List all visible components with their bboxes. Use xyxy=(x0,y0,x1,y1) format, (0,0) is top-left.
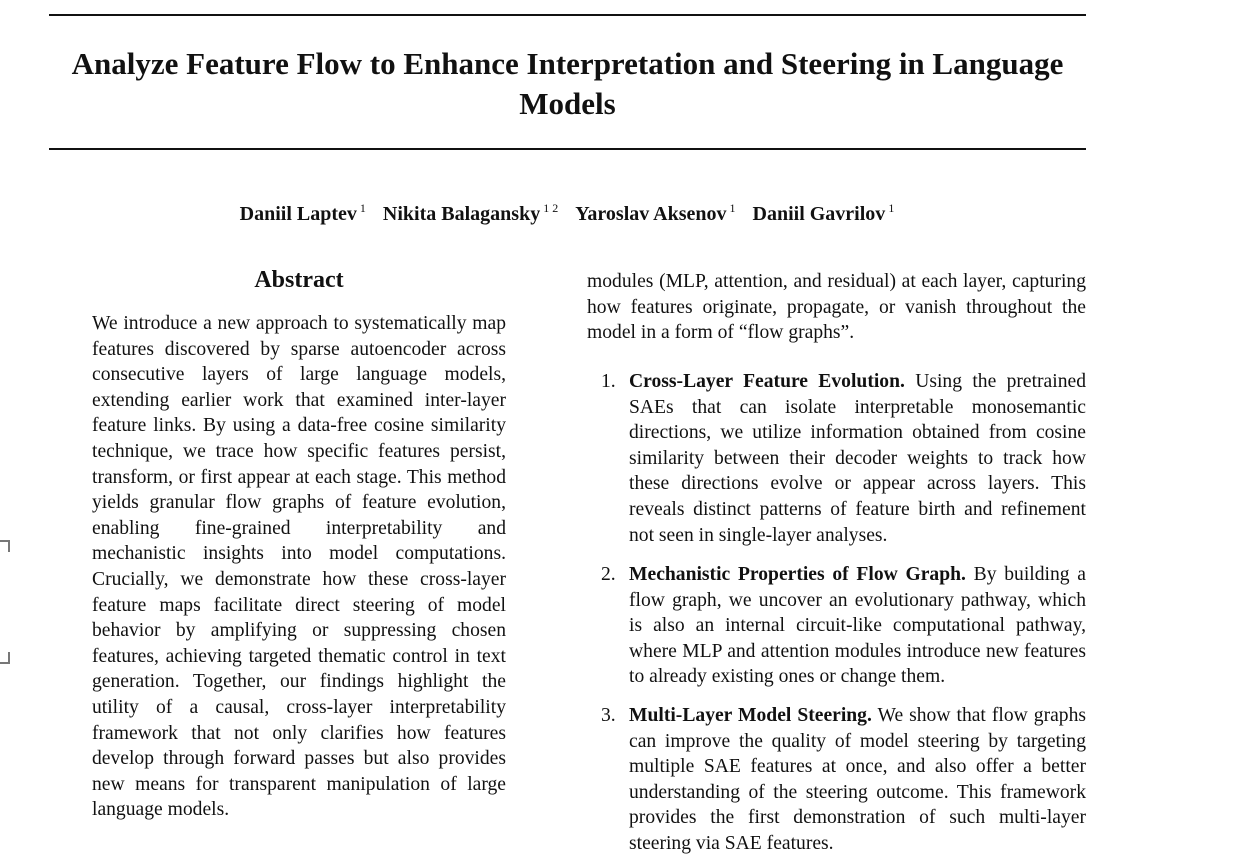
author-affiliation: 1 xyxy=(888,201,895,215)
abstract-text: We introduce a new approach to systematically map features discovered by sparse autoencoder across consecutive layers of large language models, extending earlier work that examined inter-layer feature links. By using a data-free cosine similarity technique, we trace how specific features persist, transform, or first appear at each stage. This method yields granular flow graphs of feature evolution, enabling fine-grained interpretability and mechanistic insights into model computations. Crucially, we demonstrate how these cross-layer feature maps facilitate direct steering of model behavior by amplifying or suppressing chosen features, achieving targeted thematic control in text generation. Together, our findings highlight the utility of a causal, cross-layer interpretability framework that not only clarifies how features develop through forward passes but also provides new means for transparent manipulation of large language models. xyxy=(92,313,506,821)
author-list xyxy=(0,195,1134,227)
intro-paragraph: modules (MLP, attention, and residual) at each layer, capturing how features originate, propagate, or vanish throughout the model in a form of “flow graphs”. xyxy=(587,271,1086,344)
top-rule xyxy=(49,14,1086,16)
contribution-title: Mechanistic Properties of Flow Graph. xyxy=(629,564,966,585)
contribution-text: We show that flow graphs can improve the quality of model steering by targeting multiple SAE features at once, and also offer a better understanding of the steering outcome. This framework provides the first demonstration of such multi-layer steering via SAE features. xyxy=(629,705,1087,854)
author-affiliation: 1 xyxy=(359,201,366,215)
author-affiliation: 1 xyxy=(729,201,736,215)
margin-bracket-mark xyxy=(0,652,10,664)
contribution-text: By building a flow graph, we uncover an evolutionary pathway, which is also an internal circuit-like computational pathway, where MLP and attention modules introduce new features to already existing ones or change them. xyxy=(629,564,1086,688)
abstract-heading: Abstract xyxy=(254,267,344,293)
author-affiliation: 1 2 xyxy=(543,201,559,215)
contribution-title: Multi-Layer Model Steering. xyxy=(629,705,872,726)
contribution-number: 3. xyxy=(601,705,616,726)
paper-title: Analyze Feature Flow to Enhance Interpretation and Steering in Language Models xyxy=(71,46,1064,121)
author-name: Daniil Gavrilov xyxy=(752,203,886,225)
margin-bracket-mark xyxy=(0,540,10,552)
author xyxy=(240,195,366,227)
bottom-rule xyxy=(49,148,1086,150)
author-name: Nikita Balagansky xyxy=(382,203,541,225)
author-name: Daniil Laptev xyxy=(239,203,357,225)
contribution-title: Cross-Layer Feature Evolution. xyxy=(629,371,905,392)
contribution-item xyxy=(601,562,1086,690)
contribution-item xyxy=(601,369,1086,548)
contribution-text: Using the pretrained SAEs that can isolate interpretable monosemantic directions, we utilize information obtained from cosine similarity between their decoder weights to track how these directions evolve or appear across layers. This reveals distinct patterns of feature birth and refinement not seen in single-layer analyses. xyxy=(629,371,1086,546)
author-name: Yaroslav Aksenov xyxy=(575,203,727,225)
author xyxy=(575,195,735,227)
author xyxy=(383,195,558,227)
contribution-item xyxy=(601,703,1087,857)
author xyxy=(753,195,895,227)
contribution-number: 2. xyxy=(601,564,616,585)
contribution-number: 1. xyxy=(601,371,616,392)
